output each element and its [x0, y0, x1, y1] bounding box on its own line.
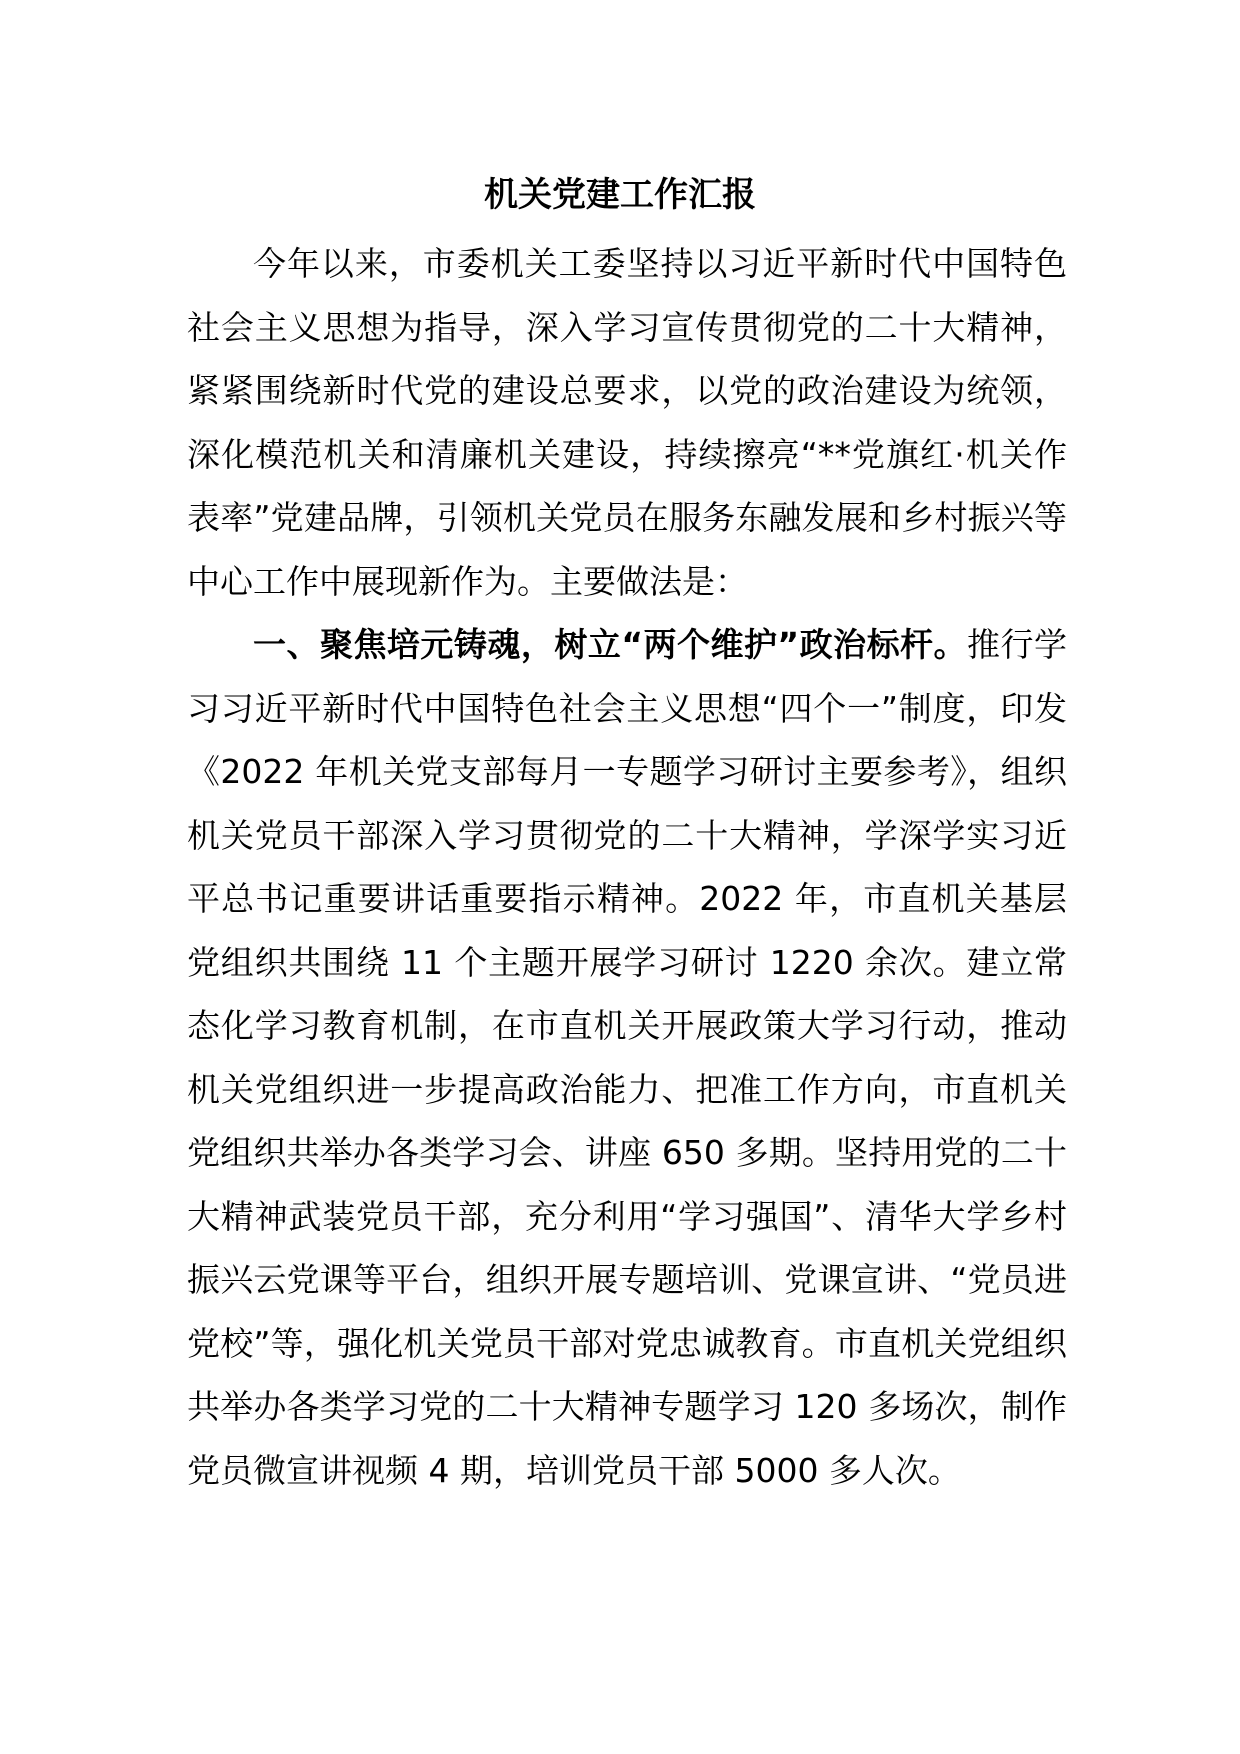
intro-paragraph: 今年以来，市委机关工委坚持以习近平新时代中国特色社会主义思想为指导，深入学习宣传贯彻党的二十大精神，紧紧围绕新时代党的建设总要求，以党的政治建设为统领，深化模范机关和清廉机关建设，持续擦亮“**党旗红·机关作表率”党建品牌，引领机关党员在服务东融发展和乡村振兴等中心工作中展现新作为。主要做法是：: [187, 244, 1067, 601]
section-1-paragraph: [187, 613, 1067, 1502]
section-1-text: 推行学习习近平新时代中国特色社会主义思想“四个一”制度，印发《2022 年机关党支部每月一专题学习研讨主要参考》，组织机关党员干部深入学习贯彻党的二十大精神，学深学实习近平总书记重要讲话重要指示精神。2022 年，市直机关基层党组织共围绕 11 个主题开展学习研讨 1220 余次。建立常态化学习教育机制，在市直机关开展政策大学习行动，推动机关党组织进一步提高政治能力、把准工作方向，市直机关党组织共举办各类学习会、讲座 650 多期。坚持用党的二十大精神武装党员干部，充分利用“学习强国”、清华大学乡村振兴云党课等平台，组织开展专题培训、党课宣讲、“党员进党校”等，强化机关党员干部对党忠诚教育。市直机关党组织共举办各类学习党的二十大精神专题学习 120 多场次，制作党员微宣讲视频 4 期，培训党员干部 5000 多人次。: [187, 625, 1067, 1490]
document-body: [187, 232, 1067, 1502]
section-1-heading: 一、聚焦培元铸魂，树立“两个维护”政治标杆。: [253, 625, 968, 664]
document-title: 机关党建工作汇报: [484, 175, 756, 215]
